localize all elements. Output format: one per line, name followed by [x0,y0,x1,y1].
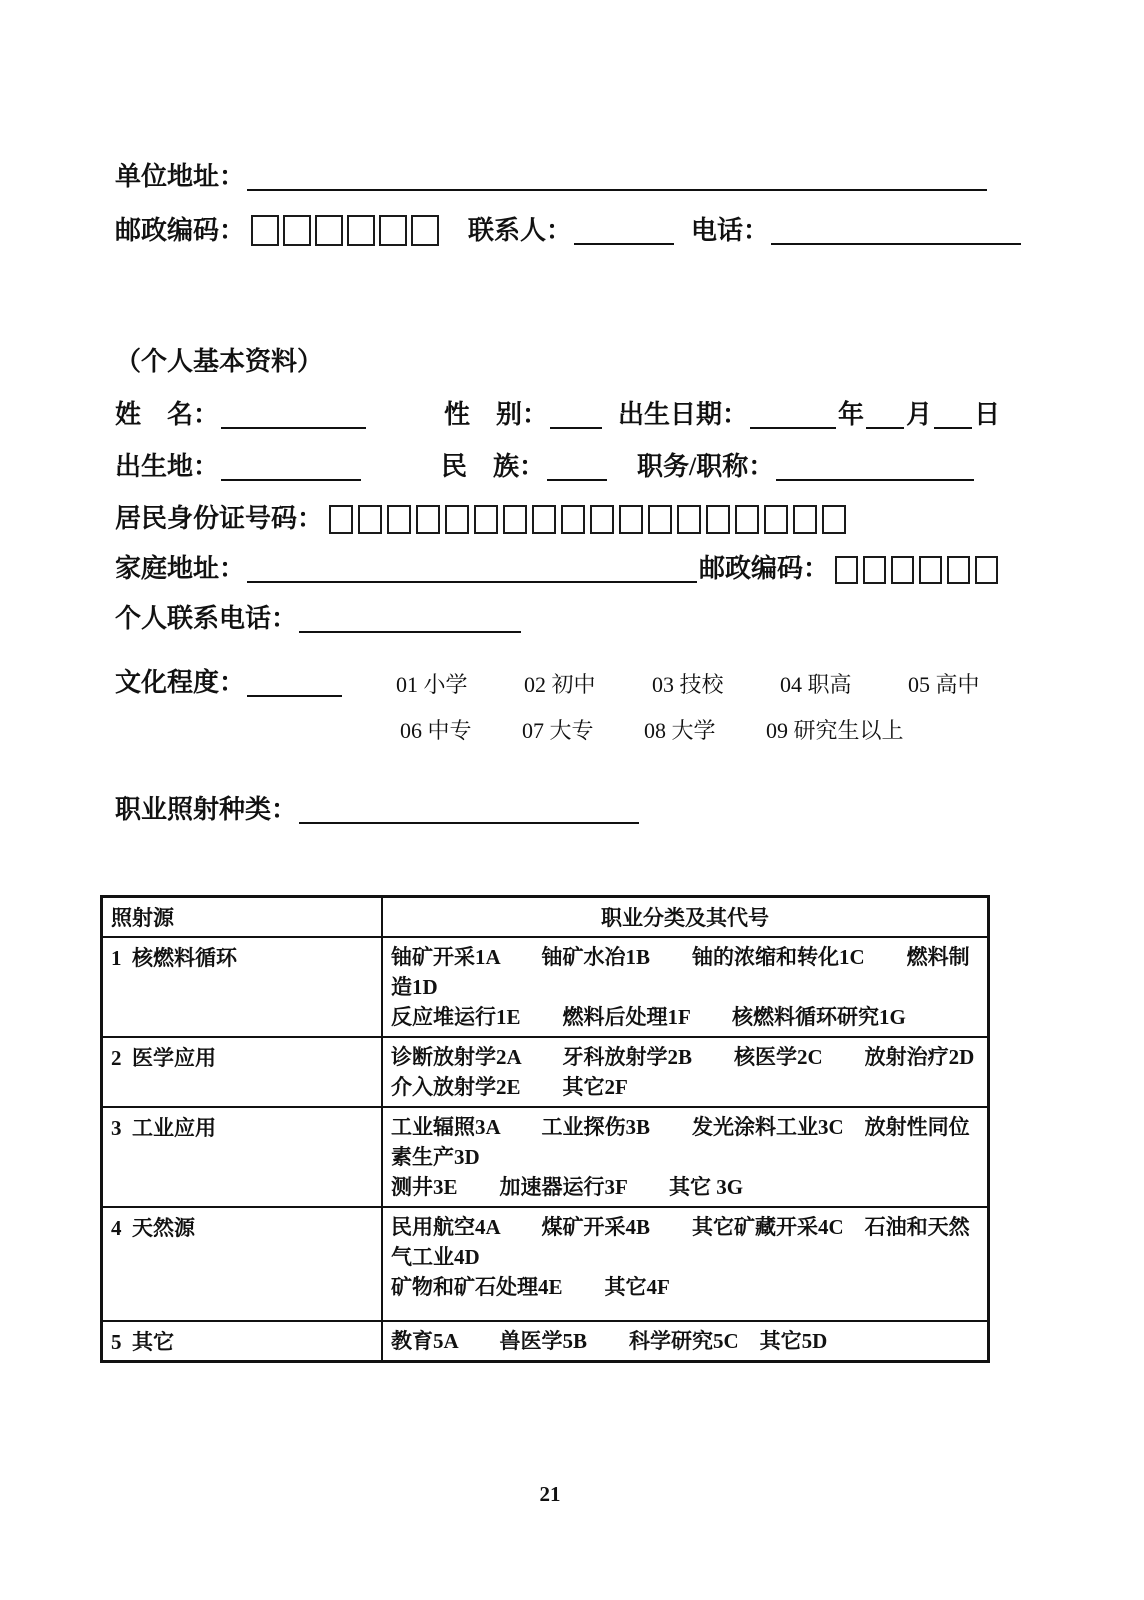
digit-box[interactable] [329,505,353,534]
digit-box[interactable] [283,215,311,246]
digit-box[interactable] [677,505,701,534]
table-row [102,1321,989,1362]
digit-box[interactable] [347,215,375,246]
name-row [115,398,1000,432]
id-number-row [115,502,851,536]
digit-box[interactable] [590,505,614,534]
day-label: 日 [974,400,1001,429]
digit-box[interactable] [619,505,643,534]
classification-line: 介入放射学2E 其它2F [391,1075,628,1099]
education-option-02: 02 初中 [524,672,596,697]
contact-field[interactable] [574,235,674,245]
table-row [102,937,989,1037]
home-postal-boxes [835,556,1003,584]
personal-phone-field[interactable] [299,623,521,633]
classification-line: 教育5A 兽医学5B 科学研究5C 其它5D [391,1329,828,1353]
unit-address-field[interactable] [247,181,987,191]
header-source: 照射源 [102,897,383,938]
radiation-source-table [100,895,990,1363]
digit-box[interactable] [919,556,942,584]
month-label: 月 [906,400,933,429]
education-option-01: 01 小学 [396,672,468,697]
digit-box[interactable] [648,505,672,534]
digit-box[interactable] [706,505,730,534]
digit-box[interactable] [379,215,407,246]
digit-box[interactable] [735,505,759,534]
id-boxes [329,505,851,534]
education-option-06: 06 中专 [400,718,472,743]
classification-line: 民用航空4A 煤矿开采4B 其它矿藏开采4C 石油和天然气工业4D [391,1215,970,1269]
digit-box[interactable] [315,215,343,246]
digit-box[interactable] [358,505,382,534]
classification-line: 反应堆运行1E 燃料后处理1F 核燃料循环研究1G [391,1005,906,1029]
digit-box[interactable] [445,505,469,534]
source-cell: 5 其它 [102,1321,383,1362]
contact-label: 联系人： [468,216,573,245]
digit-box[interactable] [835,556,858,584]
personal-phone-row [115,602,523,636]
gender-field[interactable] [550,419,602,429]
digit-box[interactable] [947,556,970,584]
source-cell: 3 工业应用 [102,1107,383,1207]
education-option-05: 05 高中 [908,672,980,697]
education-row-2 [400,716,904,746]
education-option-08: 08 大学 [644,718,716,743]
digit-box[interactable] [411,215,439,246]
digit-box[interactable] [822,505,846,534]
home-address-label: 家庭地址： [115,554,246,583]
gender-label: 性 别： [444,400,549,429]
digit-box[interactable] [764,505,788,534]
education-row-1 [115,666,980,700]
home-address-row [115,552,1003,586]
birth-day-field[interactable] [934,419,972,429]
unit-postal-boxes [251,215,443,246]
exposure-type-field[interactable] [299,814,639,824]
classification-line: 工业辐照3A 工业探伤3B 发光涂料工业3C 放射性同位素生产3D [391,1115,970,1169]
digit-box[interactable] [387,505,411,534]
birthplace-row [115,450,976,484]
digit-box[interactable] [561,505,585,534]
classification-line: 矿物和矿石处理4E 其它4F [391,1275,670,1299]
digit-box[interactable] [503,505,527,534]
page-number: 21 [539,1482,561,1506]
digit-box[interactable] [474,505,498,534]
source-cell: 2 医学应用 [102,1037,383,1107]
birthplace-field[interactable] [221,471,361,481]
source-cell: 4 天然源 [102,1207,383,1321]
digit-box[interactable] [863,556,886,584]
home-address-field[interactable] [247,573,697,583]
education-field[interactable] [247,687,342,697]
unit-phone-field[interactable] [771,235,1021,245]
unit-contact-row [115,214,1023,248]
digit-box[interactable] [891,556,914,584]
classification-cell [382,1107,989,1207]
birth-month-field[interactable] [866,419,904,429]
unit-postal-label: 邮政编码： [115,216,246,245]
table-header-row [102,897,989,938]
source-cell: 1 核燃料循环 [102,937,383,1037]
education-option-09: 09 研究生以上 [766,718,904,743]
home-postal-label: 邮政编码： [699,554,830,583]
classification-cell [382,1321,989,1362]
exposure-type-label: 职业照射种类： [115,795,298,824]
table-row [102,1207,989,1321]
name-field[interactable] [221,419,366,429]
digit-box[interactable] [975,556,998,584]
classification-line: 测井3E 加速器运行3F 其它 3G [391,1175,744,1199]
education-option-04: 04 职高 [780,672,852,697]
unit-address-label: 单位地址： [115,162,246,191]
education-label: 文化程度： [115,668,246,697]
title-field[interactable] [776,471,974,481]
ethnicity-label: 民 族： [441,452,546,481]
header-classification: 职业分类及其代号 [382,897,989,938]
table-row [102,1107,989,1207]
personal-section-heading-row [115,345,323,379]
classification-line: 铀矿开采1A 铀矿水冶1B 铀的浓缩和转化1C 燃料制造1D [391,945,970,999]
classification-cell [382,1037,989,1107]
table-row [102,1037,989,1107]
digit-box[interactable] [793,505,817,534]
personal-section-heading: （个人基本资料） [115,347,324,376]
ethnicity-field[interactable] [547,471,607,481]
classification-line: 诊断放射学2A 牙科放射学2B 核医学2C 放射治疗2D [391,1045,975,1069]
birthdate-label: 出生日期： [618,400,749,429]
year-label: 年 [838,400,865,429]
exposure-type-row [115,793,641,827]
unit-address-row [115,160,989,194]
title-label: 职务/职称： [637,452,775,481]
birthplace-label: 出生地： [115,452,220,481]
name-label: 姓 名： [115,400,220,429]
education-option-03: 03 技校 [652,672,724,697]
personal-phone-label: 个人联系电话： [115,604,298,633]
digit-box[interactable] [251,215,279,246]
digit-box[interactable] [416,505,440,534]
birth-year-field[interactable] [750,419,836,429]
digit-box[interactable] [532,505,556,534]
id-number-label: 居民身份证号码： [115,504,324,533]
education-option-07: 07 大专 [522,718,594,743]
unit-phone-label: 电话： [691,216,770,245]
classification-cell [382,1207,989,1321]
classification-cell [382,937,989,1037]
